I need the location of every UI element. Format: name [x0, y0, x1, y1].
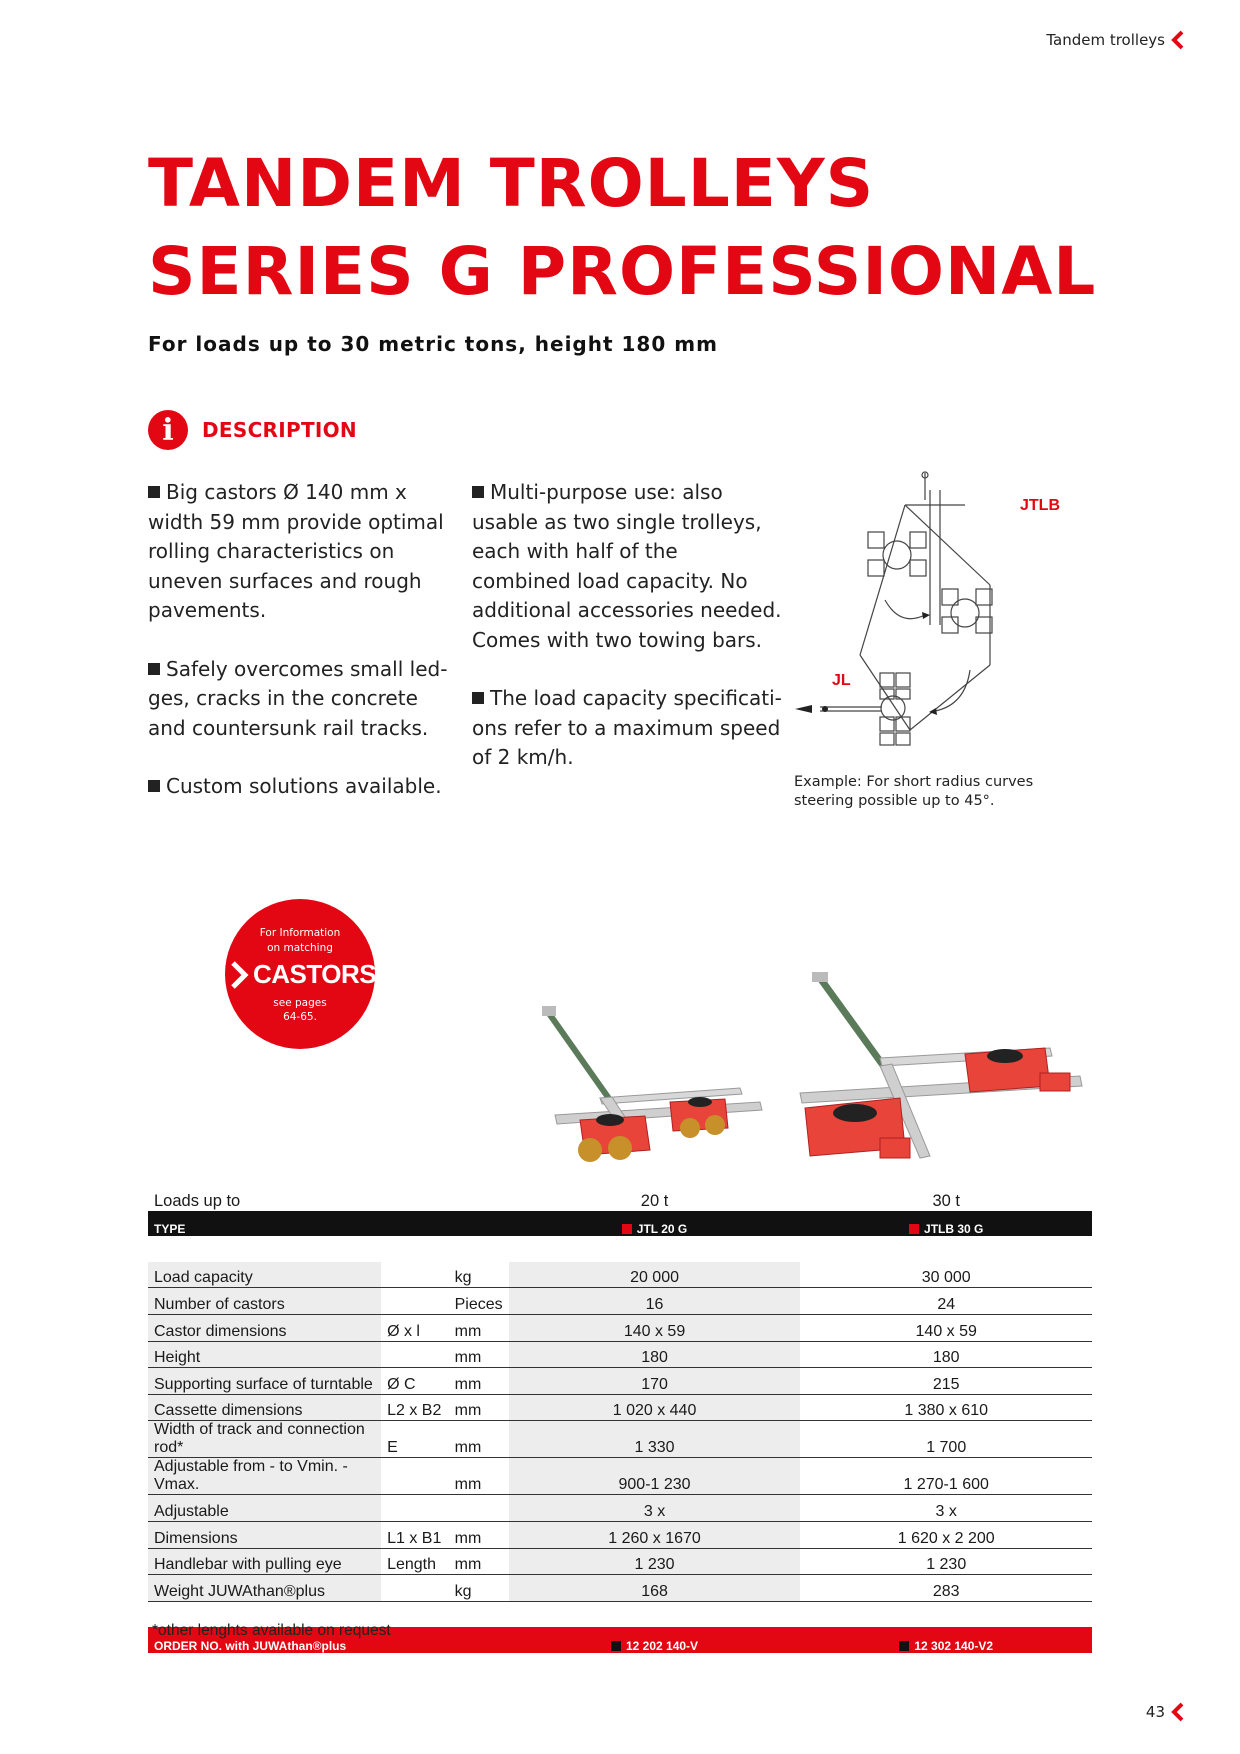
badge-line: on matching	[267, 942, 333, 954]
row-symbol: Ø x l	[381, 1314, 449, 1341]
square-bullet-icon	[472, 486, 484, 498]
badge-title: CASTORS	[253, 959, 377, 989]
square-bullet-icon	[148, 486, 160, 498]
row-unit	[449, 1495, 509, 1522]
row-label: Adjustable from - to Vmin. - Vmax.	[148, 1458, 381, 1495]
row-value-jtlb-30-g: 1 230	[800, 1548, 1092, 1575]
row-symbol: L1 x B1	[381, 1521, 449, 1548]
table-row	[148, 1341, 1092, 1368]
loads-label: Loads up to	[154, 1191, 241, 1210]
description-column-1	[148, 478, 458, 831]
table-row	[148, 1548, 1092, 1575]
row-value-jtl-20-g: 16	[509, 1288, 801, 1315]
row-value-jtlb-30-g: 24	[800, 1288, 1092, 1315]
row-value-jtlb-30-g: 1 380 x 610	[800, 1394, 1092, 1421]
order-number: 12 202 140-V	[509, 1627, 801, 1653]
order-number: 12 302 140-V2	[800, 1627, 1092, 1653]
row-value-jtl-20-g: 1 330	[509, 1421, 801, 1458]
row-label: Castor dimensions	[148, 1314, 381, 1341]
description-paragraph: Safely overcomes small ledges, cracks in the concrete and countersunk rail tracks.	[148, 656, 448, 740]
badge-line: For Information	[259, 927, 341, 939]
title-line-2: SERIES G PROFESSIONAL	[148, 233, 1097, 310]
row-value-jtlb-30-g: 1 620 x 2 200	[800, 1521, 1092, 1548]
row-unit: Pieces	[449, 1288, 509, 1315]
info-icon: i	[148, 410, 188, 450]
row-symbol	[381, 1458, 449, 1495]
table-row	[148, 1262, 1092, 1288]
row-value-jtl-20-g: 20 000	[509, 1262, 801, 1288]
row-value-jtlb-30-g: 30 000	[800, 1262, 1092, 1288]
loads-row	[148, 1185, 1092, 1211]
square-bullet-icon	[611, 1641, 621, 1651]
section-header	[1046, 30, 1185, 50]
badge-line: 64-65.	[283, 1011, 317, 1023]
row-value-jtlb-30-g: 283	[800, 1575, 1092, 1602]
chevron-left-icon	[1171, 30, 1185, 50]
square-bullet-icon	[622, 1224, 632, 1234]
description-column-2	[472, 478, 782, 802]
row-value-jtl-20-g: 1 020 x 440	[509, 1394, 801, 1421]
table-row	[148, 1495, 1092, 1522]
table-row	[148, 1421, 1092, 1458]
table-row	[148, 1521, 1092, 1548]
row-label: Weight JUWAthan®plus	[148, 1575, 381, 1602]
page-subtitle: For loads up to 30 metric tons, height 180 mm	[148, 332, 718, 356]
diagram-caption: Example: For short radius curves steering possible up to 45°.	[794, 774, 1034, 809]
row-label: Adjustable	[148, 1495, 381, 1522]
row-label: Number of castors	[148, 1288, 381, 1315]
row-symbol	[381, 1575, 449, 1602]
row-symbol	[381, 1288, 449, 1315]
steering-diagram	[790, 465, 1090, 765]
chevron-left-icon	[1171, 1702, 1185, 1722]
row-value-jtl-20-g: 900-1 230	[509, 1458, 801, 1495]
row-symbol	[381, 1495, 449, 1522]
row-value-jtl-20-g: 140 x 59	[509, 1314, 801, 1341]
spec-rows	[148, 1262, 1092, 1601]
row-unit: mm	[449, 1368, 509, 1395]
section-name: Tandem trolleys	[1046, 31, 1165, 49]
description-paragraph: The load capacity specifications refer to a maximum speed of 2 km/h.	[472, 686, 782, 769]
table-row	[148, 1458, 1092, 1495]
row-unit: kg	[449, 1262, 509, 1288]
table-row	[148, 1368, 1092, 1395]
square-bullet-icon	[899, 1641, 909, 1651]
description-label: DESCRIPTION	[202, 418, 357, 442]
row-symbol: E	[381, 1421, 449, 1458]
row-unit: mm	[449, 1421, 509, 1458]
specification-table	[148, 1185, 1092, 1653]
description-heading	[148, 410, 357, 450]
table-row	[148, 1575, 1092, 1602]
row-label: Width of track and connection rod*	[148, 1421, 381, 1458]
badge-line: see pages	[273, 997, 327, 1009]
row-label: Height	[148, 1341, 381, 1368]
row-value-jtl-20-g: 1 230	[509, 1548, 801, 1575]
row-value-jtl-20-g: 170	[509, 1368, 801, 1395]
row-value-jtlb-30-g: 180	[800, 1341, 1092, 1368]
description-paragraph: Big castors Ø 140 mm x width 59 mm provide optimal rolling characteristics on uneven surfaces and rough pavements.	[148, 480, 444, 622]
product-image-jtlb-30-g	[790, 968, 1090, 1178]
page-number: 43	[1146, 1702, 1185, 1722]
row-symbol: L2 x B2	[381, 1394, 449, 1421]
square-bullet-icon	[472, 692, 484, 704]
row-value-jtlb-30-g: 140 x 59	[800, 1314, 1092, 1341]
type-label: TYPE	[148, 1211, 381, 1237]
label-jtlb: JTLB	[1020, 497, 1060, 514]
row-symbol	[381, 1262, 449, 1288]
product-image-jtl-20-g	[540, 1000, 770, 1175]
label-jl: JL	[832, 672, 851, 689]
loads-value: 30 t	[932, 1191, 960, 1210]
table-row	[148, 1394, 1092, 1421]
row-value-jtlb-30-g: 3 x	[800, 1495, 1092, 1522]
row-label: Cassette dimensions	[148, 1394, 381, 1421]
row-value-jtlb-30-g: 1 270-1 600	[800, 1458, 1092, 1495]
row-value-jtl-20-g: 180	[509, 1341, 801, 1368]
row-value-jtlb-30-g: 215	[800, 1368, 1092, 1395]
row-value-jtl-20-g: 1 260 x 1670	[509, 1521, 801, 1548]
row-unit: mm	[449, 1341, 509, 1368]
type-value: JTLB 30 G	[800, 1211, 1092, 1237]
row-unit: kg	[449, 1575, 509, 1602]
row-symbol: Length	[381, 1548, 449, 1575]
row-value-jtl-20-g: 3 x	[509, 1495, 801, 1522]
row-label: Supporting surface of turntable	[148, 1368, 381, 1395]
square-bullet-icon	[909, 1224, 919, 1234]
row-symbol: Ø C	[381, 1368, 449, 1395]
table-row	[148, 1314, 1092, 1341]
row-symbol	[381, 1341, 449, 1368]
row-unit: mm	[449, 1548, 509, 1575]
row-unit: mm	[449, 1458, 509, 1495]
chevron-right-icon	[227, 959, 251, 991]
table-row	[148, 1288, 1092, 1315]
row-unit: mm	[449, 1521, 509, 1548]
row-value-jtlb-30-g: 1 700	[800, 1421, 1092, 1458]
description-paragraph: Custom solutions available.	[148, 772, 458, 802]
row-unit: mm	[449, 1394, 509, 1421]
type-header-row	[148, 1211, 1092, 1237]
row-value-jtl-20-g: 168	[509, 1575, 801, 1602]
row-label: Dimensions	[148, 1521, 381, 1548]
castors-info-badge	[225, 899, 375, 1049]
square-bullet-icon	[148, 780, 160, 792]
row-unit: mm	[449, 1314, 509, 1341]
order-label: ORDER NO. with JUWAthan®plus	[148, 1627, 509, 1653]
type-value: JTL 20 G	[509, 1211, 801, 1237]
title-line-1: TANDEM TROLLEYS	[148, 145, 875, 222]
page-title	[148, 140, 1096, 316]
loads-value: 20 t	[640, 1191, 669, 1210]
footnote: *other lenghts available on request	[152, 1622, 391, 1639]
square-bullet-icon	[148, 663, 160, 675]
row-label: Load capacity	[148, 1262, 381, 1288]
row-label: Handlebar with pulling eye	[148, 1548, 381, 1575]
description-paragraph: Multi-purpose use: also usable as two single trolleys, each with half of the combined load capacity. No additional accessories needed. Comes with two towing bars.	[472, 480, 782, 652]
